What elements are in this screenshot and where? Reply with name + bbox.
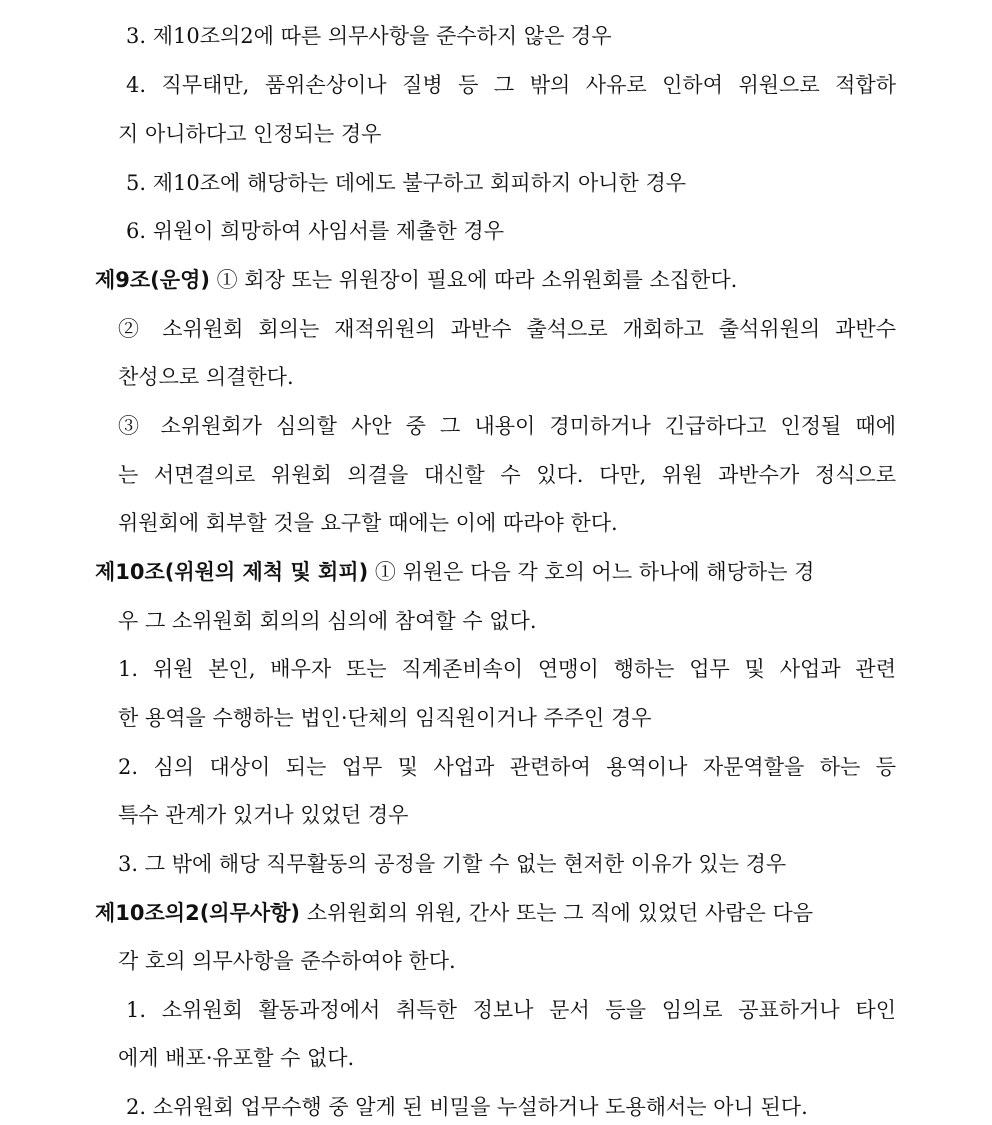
article-9-text: ① 회장 또는 위원장이 필요에 따라 소위원회를 소집한다. — [209, 268, 738, 292]
text-line-23: 2. 소위원회 업무수행 중 알게 된 비밀을 누설하거나 도용해서는 아니 된다. — [126, 1095, 808, 1119]
text-line-1: 3. 제10조의2에 따른 의무사항을 준수하지 않은 경우 — [126, 24, 612, 48]
article-9-heading: 제9조(운영) — [95, 268, 210, 292]
article-10-heading: 제10조(위원의 제척 및 회피) — [95, 560, 369, 584]
article-10-2-heading: 제10조의2(의무사항) — [95, 901, 301, 925]
article-10-2-line — [95, 899, 992, 927]
text-line-21: 1. 소위원회 활동과정에서 취득한 정보나 문서 등을 임의로 공표하거나 타인 — [126, 998, 896, 1022]
article-10-line — [95, 558, 992, 586]
text-line-15: 한 용역을 수행하는 법인·단체의 임직원이거나 주주인 경우 — [118, 706, 652, 730]
article-9-line — [95, 266, 992, 294]
text-line-16: 2. 심의 대상이 되는 업무 및 사업과 관련하여 용역이나 자문역할을 하는 등 — [118, 755, 896, 779]
text-line-14: 1. 위원 본인, 배우자 또는 직계존비속이 연맹이 행하는 업무 및 사업과 관련 — [118, 657, 896, 681]
text-line-11: 위원회에 회부할 것을 요구할 때에는 이에 따라야 한다. — [118, 511, 618, 535]
text-line-20: 각 호의 의무사항을 준수하여야 한다. — [118, 949, 456, 973]
text-line-22: 에게 배포·유포할 수 없다. — [118, 1046, 355, 1070]
text-line-2: 4. 직무태만, 품위손상이나 질병 등 그 밖의 사유로 인하여 위원으로 적합하 — [126, 73, 896, 97]
text-line-7: ② 소위원회 회의는 재적위원의 과반수 출석으로 개회하고 출석위원의 과반수 — [118, 317, 896, 341]
text-line-4: 5. 제10조에 해당하는 데에도 불구하고 회피하지 아니한 경우 — [126, 171, 687, 195]
article-10-text: ① 위원은 다음 각 호의 어느 하나에 해당하는 경 — [368, 560, 815, 584]
text-line-9: ③ 소위원회가 심의할 사안 중 그 내용이 경미하거나 긴급하다고 인정될 때에 — [118, 414, 896, 438]
text-line-3: 지 아니하다고 인정되는 경우 — [118, 122, 382, 146]
text-line-17: 특수 관계가 있거나 있었던 경우 — [118, 803, 409, 827]
text-line-13: 우 그 소위원회 회의의 심의에 참여할 수 없다. — [118, 609, 537, 633]
text-line-5: 6. 위원이 희망하여 사임서를 제출한 경우 — [126, 219, 504, 243]
text-line-8: 찬성으로 의결한다. — [118, 365, 294, 389]
article-10-2-text: 소위원회의 위원, 간사 또는 그 직에 있었던 사람은 다음 — [300, 901, 814, 925]
text-line-18: 3. 그 밖에 해당 직무활동의 공정을 기할 수 없는 현저한 이유가 있는 경우 — [118, 852, 787, 876]
text-line-10: 는 서면결의로 위원회 의결을 대신할 수 있다. 다만, 위원 과반수가 정식으로 — [118, 463, 896, 487]
